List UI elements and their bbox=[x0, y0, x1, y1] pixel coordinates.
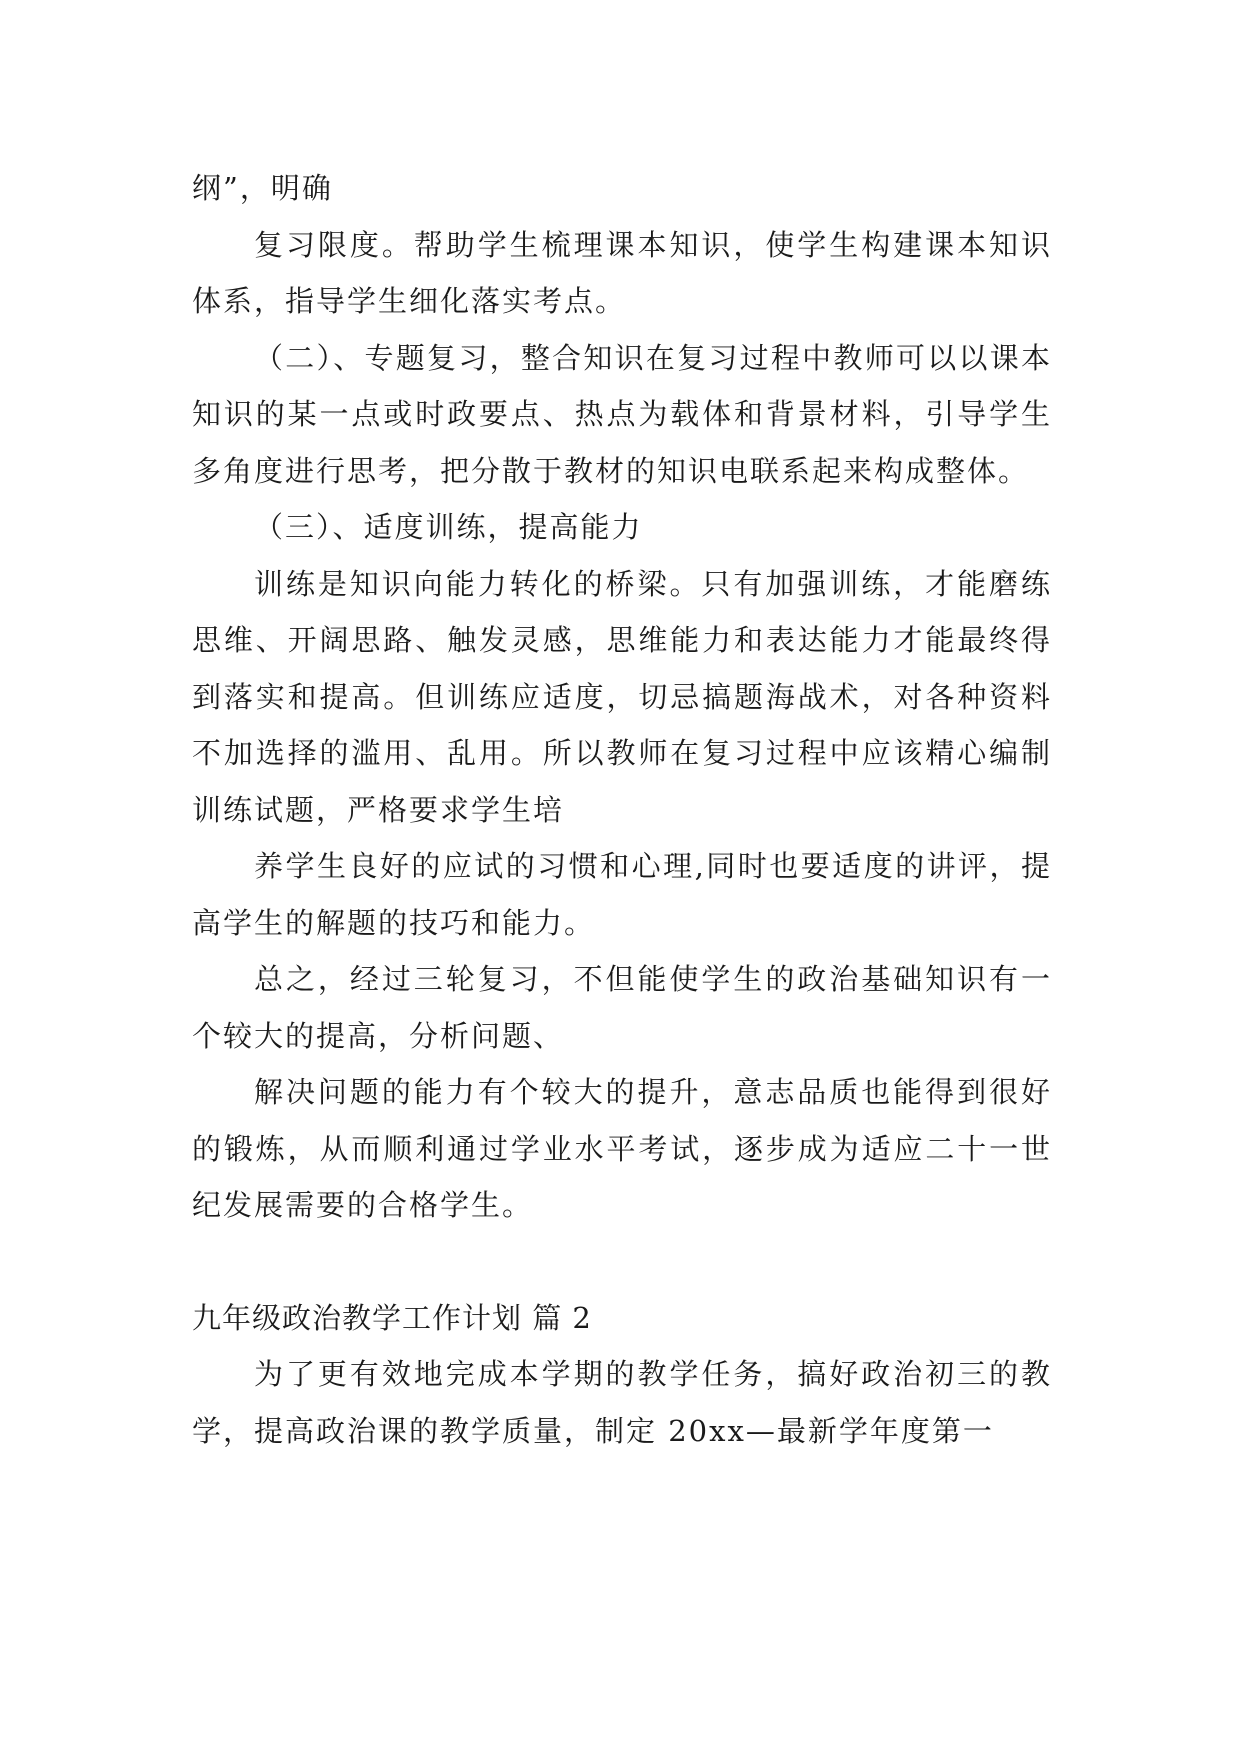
paragraph-problem-solving: 解决问题的能力有个较大的提升，意志品质也能得到很好的锻炼，从而顺利通过学业水平考试，逐步成为适应二十一世纪发展需要的合格学生。 bbox=[192, 1075, 1052, 1222]
paragraph-plan-intro: 为了更有效地完成本学期的教学任务，搞好政治初三的教学，提高政治课的教学质量，制定 20xx—最新学年度第一 bbox=[192, 1357, 1052, 1448]
paragraph-summary: 总之，经过三轮复习，不但能使学生的政治基础知识有一个较大的提高，分析问题、 bbox=[192, 962, 1052, 1053]
paragraph-topic-review: （二）、专题复习，整合知识在复习过程中教师可以以课本知识的某一点或时政要点、热点为载体和背景材料，引导学生多角度进行思考，把分散于教材的知识电联系起来构成整体。 bbox=[192, 340, 1052, 488]
paragraph-continuation: 纲”，明确 bbox=[192, 171, 333, 205]
section-heading: 九年级政治教学工作计划 篇 2 bbox=[192, 1300, 592, 1335]
paragraph-training: 训练是知识向能力转化的桥梁。只有加强训练，才能磨练思维、开阔思路、触发灵感，思维能力和表达能力才能最终得到落实和提高。但训练应适度，切忌搞题海战术，对各种资料不加选择的滥用、乱用。所以教师在复习过程中应该精心编制训练试题，严格要求学生培 bbox=[192, 566, 1052, 827]
document-body bbox=[192, 160, 1052, 1459]
paragraph-moderate-training-title: （三）、适度训练，提高能力 bbox=[254, 510, 643, 544]
paragraph-cultivate-habits: 养学生良好的应试的习惯和心理,同时也要适度的讲评，提高学生的解题的技巧和能力。 bbox=[192, 849, 1052, 940]
paragraph-review-scope: 复习限度。帮助学生梳理课本知识，使学生构建课本知识体系，指导学生细化落实考点。 bbox=[192, 227, 1052, 318]
